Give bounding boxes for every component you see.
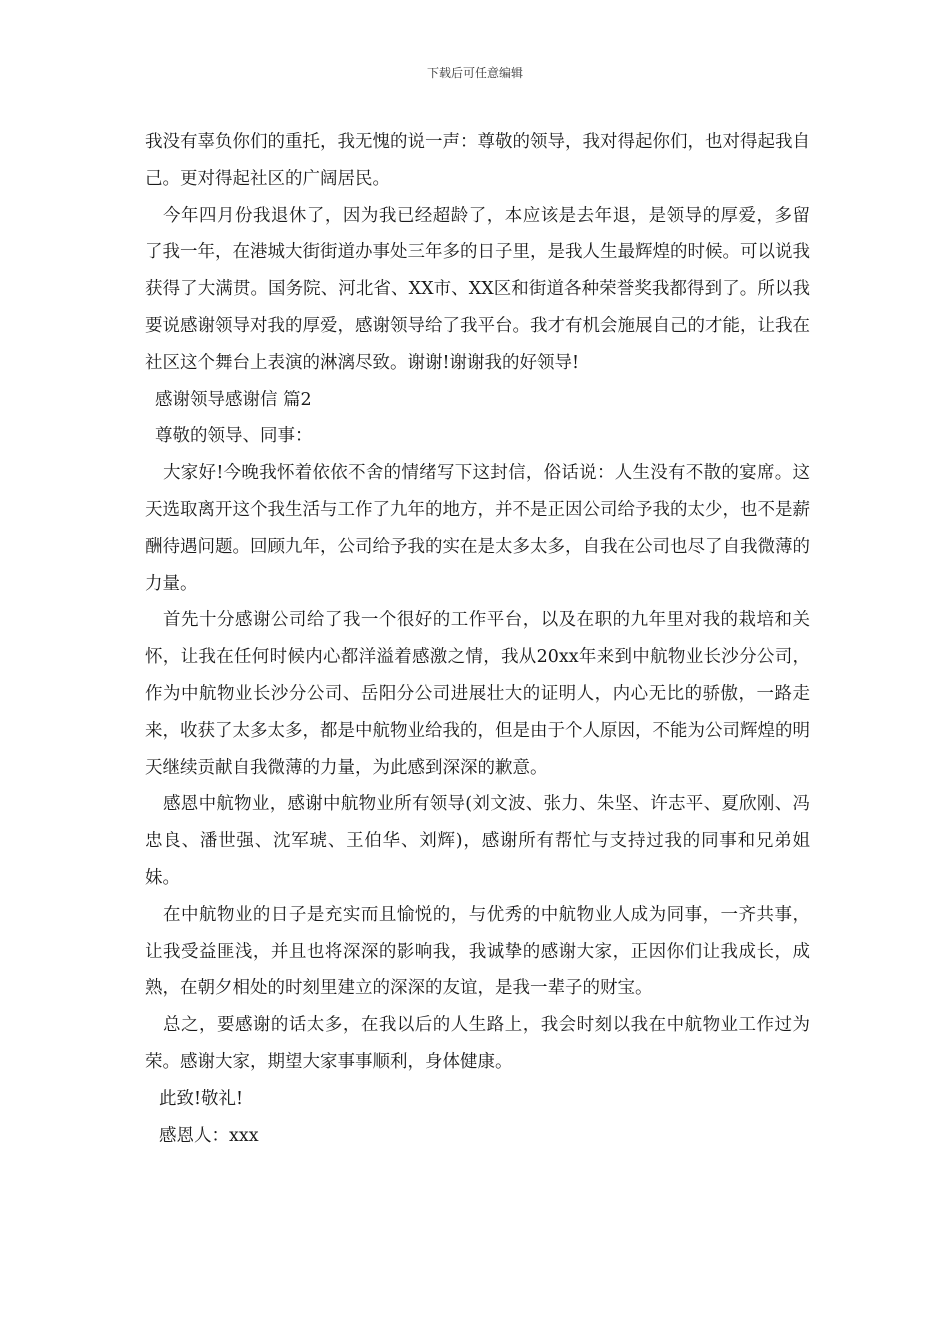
paragraph: 我没有辜负你们的重托，我无愧的说一声：尊敬的领导，我对得起你们，也对得起我自己。更对得起社区的广阔居民。 — [145, 132, 810, 189]
paragraph: 大家好!今晚我怀着依依不舍的情绪写下这封信，俗话说：人生没有不散的宴席。这天选取离开这个我生活与工作了九年的地方，并不是正因公司给予我的太少，也不是薪酬待遇问题。回顾九年，公司给予我的实在是太多太多，自我在公司也尽了自我微薄的力量。 — [145, 463, 810, 594]
document-body — [145, 124, 810, 1154]
paragraph: 今年四月份我退休了，因为我已经超龄了，本应该是去年退，是领导的厚爱，多留了我一年，在港城大街街道办事处三年多的日子里，是我人生最辉煌的时候。可以说我获得了大满贯。国务院、河北省、XX市、XX区和街道各种荣誉奖我都得到了。所以我要说感谢领导对我的厚爱，感谢领导给了我平台。我才有机会施展自己的才能，让我在社区这个舞台上表演的淋漓尽致。谢谢!谢谢我的好领导! — [145, 205, 810, 373]
signature: 感恩人：xxx — [159, 1125, 259, 1146]
paragraph: 总之，要感谢的话太多，在我以后的人生路上，我会时刻以我在中航物业工作过为荣。感谢大家，期望大家事事顺利，身体健康。 — [145, 1015, 810, 1072]
page-header-note: 下载后可任意编辑 — [426, 66, 523, 80]
salutation: 尊敬的领导、同事： — [155, 426, 313, 447]
paragraph: 在中航物业的日子是充实而且愉悦的，与优秀的中航物业人成为同事，一齐共事，让我受益匪浅，并且也将深深的影响我，我诚挚的感谢大家，正因你们让我成长，成熟，在朝夕相处的时刻里建立的深深的友谊，是我一辈子的财宝。 — [145, 904, 810, 999]
closing: 此致!敬礼! — [159, 1088, 244, 1109]
paragraph: 首先十分感谢公司给了我一个很好的工作平台，以及在职的九年里对我的栽培和关怀，让我在任何时候内心都洋溢着感激之情，我从20xx年来到中航物业长沙分公司，作为中航物业长沙分公司、岳阳分公司进展壮大的证明人，内心无比的骄傲，一路走来，收获了太多太多，都是中航物业给我的，但是由于个人原因，不能为公司辉煌的明天继续贡献自我微薄的力量，为此感到深深的歉意。 — [145, 610, 810, 778]
section-heading: 感谢领导感谢信 篇2 — [155, 389, 312, 410]
paragraph: 感恩中航物业，感谢中航物业所有领导(刘文波、张力、朱坚、许志平、夏欣刚、冯忠良、潘世强、沈军琥、王伯华、刘辉)，感谢所有帮忙与支持过我的同事和兄弟姐妹。 — [145, 794, 810, 888]
